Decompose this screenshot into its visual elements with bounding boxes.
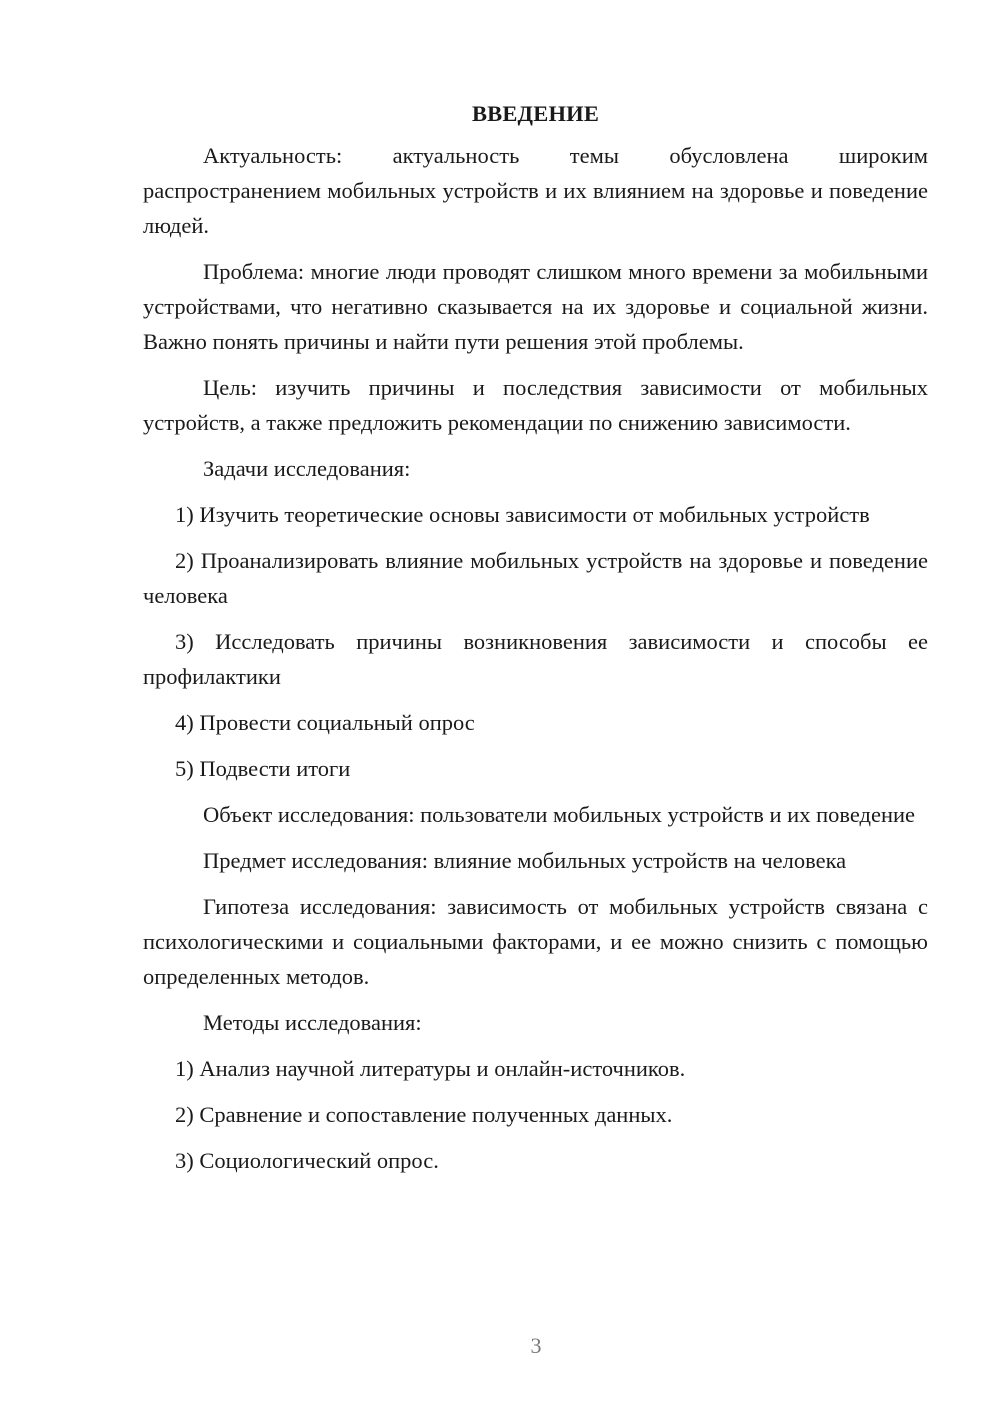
object-paragraph: Объект исследования: пользователи мобильных устройств и их поведение	[203, 802, 916, 827]
task-item-5: 5) Подвести итоги	[175, 756, 351, 781]
task-item-4: 4) Провести социальный опрос	[175, 710, 475, 735]
subject-paragraph: Предмет исследования: влияние мобильных устройств на человека	[203, 848, 847, 873]
tasks-heading: Задачи исследования:	[203, 456, 411, 481]
task-item-2: 2) Проанализировать влияние мобильных устройств на здоровье и поведение человека	[143, 548, 928, 608]
task-item-1: 1) Изучить теоретические основы зависимости от мобильных устройств	[175, 502, 870, 527]
goal-paragraph: Цель: изучить причины и последствия зависимости от мобильных устройств, а также предложить рекомендации по снижению зависимости.	[143, 375, 928, 435]
page-number: 3	[530, 1333, 542, 1358]
hypothesis-paragraph: Гипотеза исследования: зависимость от мобильных устройств связана с психологическими и социальными факторами, и ее можно снизить с помощью определенных методов.	[143, 894, 928, 989]
method-item-2: 2) Сравнение и сопоставление полученных данных.	[175, 1102, 673, 1127]
methods-heading: Методы исследования:	[203, 1010, 422, 1035]
method-item-1: 1) Анализ научной литературы и онлайн-источников.	[175, 1056, 686, 1081]
problem-paragraph: Проблема: многие люди проводят слишком много времени за мобильными устройствами, что негативно сказывается на их здоровье и социальной жизни. Важно понять причины и найти пути решения этой проблемы.	[143, 259, 928, 354]
relevance-paragraph: Актуальность: актуальность темы обусловлена широким распространением мобильных устройств и их влиянием на здоровье и поведение людей.	[143, 143, 928, 238]
task-item-3: 3) Исследовать причины возникновения зависимости и способы ее профилактики	[143, 629, 928, 689]
document-page	[143, 96, 928, 1189]
page-title: ВВЕДЕНИЕ	[471, 101, 600, 126]
method-item-3: 3) Социологический опрос.	[175, 1148, 439, 1173]
